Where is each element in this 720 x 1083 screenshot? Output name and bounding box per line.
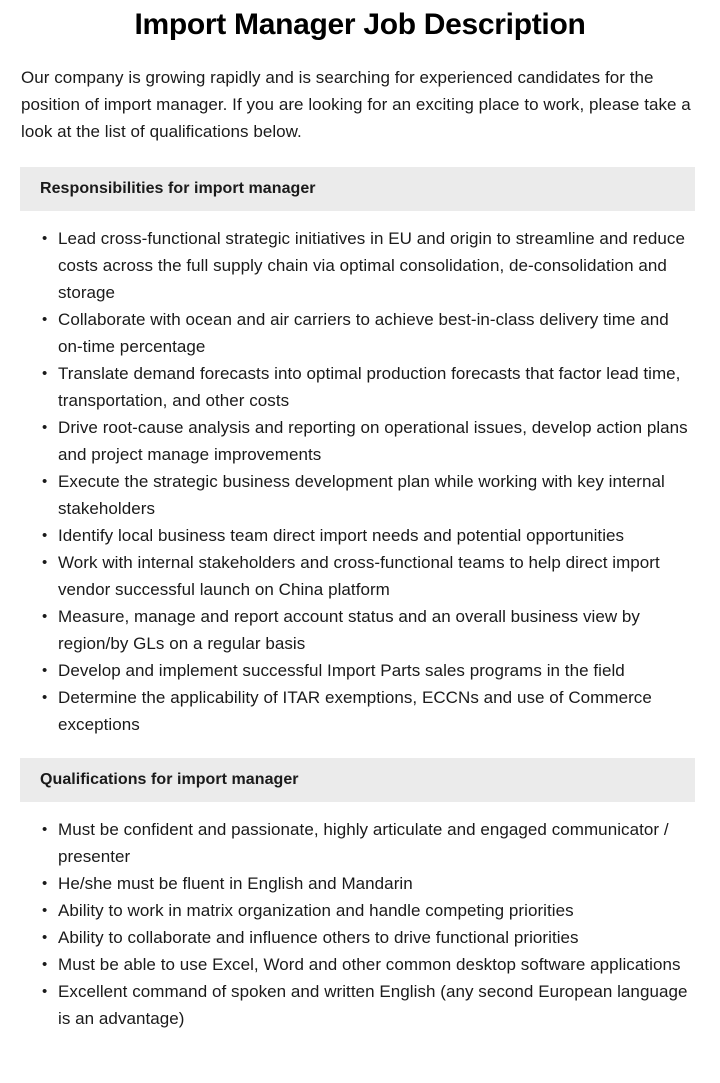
list-item: • Determine the applicability of ITAR exemptions, ECCNs and use of Commerce exceptions bbox=[0, 684, 720, 738]
list-item: • Execute the strategic business development plan while working with key internal stakeholders bbox=[0, 468, 720, 522]
section-heading-qualifications: Qualifications for import manager bbox=[40, 771, 299, 788]
list-item: • Measure, manage and report account status and an overall business view by region/by GLs on a regular basis bbox=[0, 603, 720, 657]
section-qualifications bbox=[0, 758, 720, 1032]
list-item: • Must be able to use Excel, Word and other common desktop software applications bbox=[0, 951, 720, 978]
section-header-bar-responsibilities bbox=[20, 167, 695, 211]
intro-paragraph: Our company is growing rapidly and is searching for experienced candidates for the position of import manager. If you are looking for an exciting place to work, please take a look at the list of qualifications below. bbox=[21, 68, 691, 141]
list-item: • Identify local business team direct import needs and potential opportunities bbox=[0, 522, 720, 549]
list-item: • Develop and implement successful Import Parts sales programs in the field bbox=[0, 657, 720, 684]
list-item: • Must be confident and passionate, highly articulate and engaged communicator / presenter bbox=[0, 816, 720, 870]
section-responsibilities bbox=[0, 167, 720, 738]
list-item: • Drive root-cause analysis and reporting on operational issues, develop action plans and project manage improvements bbox=[0, 414, 720, 468]
section-header-bar-qualifications bbox=[20, 758, 695, 802]
section-heading-responsibilities: Responsibilities for import manager bbox=[40, 180, 316, 197]
responsibilities-list bbox=[0, 211, 720, 738]
list-item: • He/she must be fluent in English and Mandarin bbox=[0, 870, 720, 897]
list-item: • Collaborate with ocean and air carriers to achieve best-in-class delivery time and on-time percentage bbox=[0, 306, 720, 360]
list-item: • Translate demand forecasts into optimal production forecasts that factor lead time, transportation, and other costs bbox=[0, 360, 720, 414]
list-item: • Excellent command of spoken and written English (any second European language is an advantage) bbox=[0, 978, 720, 1032]
qualifications-list bbox=[0, 802, 720, 1032]
list-item: • Ability to collaborate and influence others to drive functional priorities bbox=[0, 924, 720, 951]
list-item: • Ability to work in matrix organization and handle competing priorities bbox=[0, 897, 720, 924]
page-title: Import Manager Job Description bbox=[134, 8, 586, 41]
list-item: • Work with internal stakeholders and cross-functional teams to help direct import vendor successful launch on China platform bbox=[0, 549, 720, 603]
list-item: • Lead cross-functional strategic initiatives in EU and origin to streamline and reduce costs across the full supply chain via optimal consolidation, de-consolidation and storage bbox=[0, 225, 720, 306]
